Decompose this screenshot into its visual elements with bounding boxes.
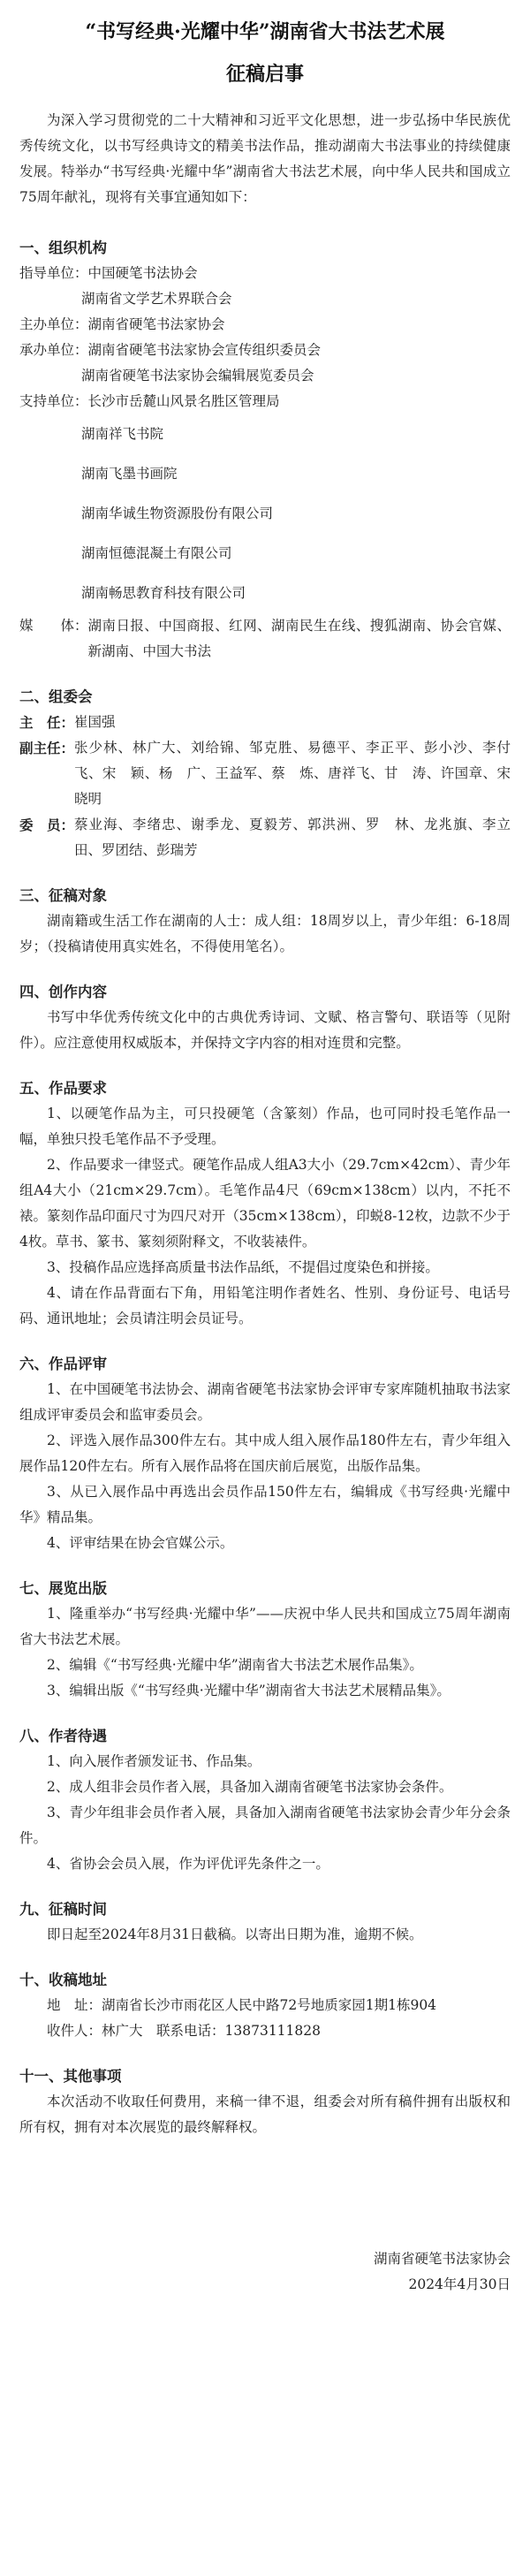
benefit-item: 3、青少年组非会员作者入展，具备加入湖南省硬笔书法家协会青少年分会条件。 [19, 1805, 511, 1846]
section-9-text: 即日起至2024年8月31日截稿。以寄出日期为准，逾期不候。 [47, 1926, 423, 1942]
section-9-title: 九、征稿时间 [19, 1901, 107, 1918]
review-item: 4、评审结果在协会官媒公示。 [47, 1535, 234, 1551]
review-item: 3、从已入展作品中再选出会员作品150件左右，编辑成《书写经典·光耀中华》精品集。 [19, 1484, 511, 1525]
address-row [19, 1993, 511, 2018]
members: 蔡业海、李绪忠、谢季龙、夏毅芳、郭洪洲、罗 林、龙兆旗、李立田、罗团结、彭瑞芳 [74, 817, 511, 858]
review-item: 2、评选入展作品300件左右。其中成人组入展作品180件左右，青少年组入展作品120件左右。所有入展作品将在国庆前后展览，出版作品集。 [19, 1432, 511, 1474]
benefit-item: 4、省协会会员入展，作为评优评先条件之一。 [47, 1856, 329, 1872]
guiding-unit-1: 中国硬笔书法协会 [87, 265, 198, 281]
recipient-row [19, 2018, 511, 2044]
support-1: 长沙市岳麓山风景名胜区管理局 [87, 393, 280, 409]
member-row [19, 812, 511, 863]
exhibition-item: 2、编辑《“书写经典·光耀中华”湖南省大书法艺术展作品集》。 [47, 1657, 423, 1673]
support-2: 湖南祥飞书院 [81, 426, 164, 442]
guiding-unit-label: 指导单位： [19, 265, 88, 281]
section-10-title: 十、收稿地址 [19, 1972, 107, 1988]
member-label: 委 员： [19, 817, 75, 833]
signature-date: 2024年4月30日 [408, 2276, 511, 2292]
section-2-title: 二、组委会 [19, 688, 93, 705]
guiding-unit-2: 湖南省文学艺术界联合会 [81, 291, 232, 307]
director-label: 主 任： [19, 714, 75, 731]
benefit-item: 1、向入展作者颁发证书、作品集。 [47, 1753, 261, 1769]
support-5: 湖南恒德混凝土有限公司 [81, 545, 232, 561]
requirement-item: 2、作品要求一律竖式。硬笔作品成人组A3大小（29.7cm×42cm）、青少年组A4大小（21cm×29.7cm）。毛笔作品4尺（69cm×138cm）以内，不托不裱。篆刻作品印面尺寸为四尺对开（35cm×138cm），印蜕8-12枚，边款不少于4枚。草书、篆书、篆刻须附释文，不收装裱件。 [19, 1157, 511, 1250]
guiding-unit-row [19, 261, 511, 286]
vice-director-row [19, 735, 511, 812]
review-item: 1、在中国硬笔书法协会、湖南省硬笔书法家协会评审专家库随机抽取书法家组成评审委员会和监审委员会。 [19, 1381, 511, 1423]
media-label: 媒 体： [19, 618, 88, 634]
page-subtitle: 征稿启事 [225, 63, 304, 86]
signature-organization: 湖南省硬笔书法家协会 [373, 2251, 511, 2267]
director-row [19, 710, 511, 735]
section-7-title: 七、展览出版 [19, 1580, 107, 1597]
recipient-label: 收件人： [47, 2023, 102, 2039]
organizer-row [19, 338, 511, 363]
vice-director-label: 副主任： [19, 740, 75, 756]
support-3: 湖南飞墨书画院 [81, 466, 178, 482]
section-1-title: 一、组织机构 [19, 239, 107, 256]
host-unit-label: 主办单位： [19, 316, 88, 332]
address-label: 地 址： [47, 1997, 102, 2013]
section-8-title: 八、作者待遇 [19, 1728, 107, 1744]
organizer-2: 湖南省硬笔书法家协会编辑展览委员会 [81, 368, 314, 384]
media-list: 湖南日报、中国商报、红网、湖南民生在线、搜狐湖南、协会官媒、新湖南、中国大书法 [87, 618, 511, 659]
vice-directors: 张少林、林广大、刘给锦、邹克胜、易德平、李正平、彭小沙、李付飞、宋 颖、杨 广、王益军、蔡 炼、唐祥飞、甘 涛、许国章、宋晓明 [74, 740, 511, 807]
section-5-title: 五、作品要求 [19, 1080, 107, 1097]
section-4-text: 书写中华优秀传统文化中的古典优秀诗词、文赋、格言警句、联语等（见附件）。应注意使用权威版本，并保持文字内容的相对连贯和完整。 [19, 1009, 511, 1051]
requirement-item: 3、投稿作品应选择高质量书法作品纸，不提倡过度染色和拼接。 [47, 1259, 439, 1275]
notice-page [0, 11, 530, 2576]
section-11-title: 十一、其他事项 [19, 2068, 122, 2085]
requirement-item: 4、请在作品背面右下角，用铅笔注明作者姓名、性别、身份证号、电话号码、通讯地址；会员请注明会员证号。 [19, 1285, 511, 1326]
recipient: 林广大 联系电话：13873111828 [102, 2023, 321, 2039]
host-unit-row [19, 312, 511, 338]
support-row [19, 389, 511, 414]
exhibition-item: 1、隆重举办“书写经典·光耀中华”——庆祝中华人民共和国成立75周年湖南省大书法艺术展。 [19, 1606, 511, 1647]
organizer-label: 承办单位： [19, 342, 88, 358]
section-6-title: 六、作品评审 [19, 1356, 107, 1372]
section-11-text: 本次活动不收取任何费用，来稿一律不退，组委会对所有稿件拥有出版权和所有权，拥有对本次展览的最终解释权。 [19, 2093, 511, 2135]
support-6: 湖南畅思教育科技有限公司 [81, 585, 246, 601]
section-3-text: 湖南籍或生活工作在湖南的人士：成人组：18周岁以上，青少年组：6-18周岁；（投稿请使用真实姓名，不得使用笔名）。 [19, 913, 511, 954]
host-unit: 湖南省硬笔书法家协会 [87, 316, 225, 332]
section-3-title: 三、征稿对象 [19, 887, 107, 904]
section-4-title: 四、创作内容 [19, 984, 107, 1000]
address: 湖南省长沙市雨花区人民中路72号地质家园1期1栋904 [102, 1997, 437, 2013]
support-4: 湖南华诚生物资源股份有限公司 [81, 505, 274, 521]
intro-paragraph: 为深入学习贯彻党的二十大精神和习近平文化思想，进一步弘扬中华民族优秀传统文化，以书写经典诗文的精美书法作品，推动湖南大书法事业的持续健康发展。特举办“书写经典·光耀中华”湖南省大书法艺术展，向中华人民共和国成立75周年献礼，现将有关事宜通知如下： [19, 112, 511, 205]
requirement-item: 1、以硬笔作品为主，可只投硬笔（含篆刻）作品，也可同时投毛笔作品一幅，单独只投毛笔作品不予受理。 [19, 1106, 511, 1147]
exhibition-item: 3、编辑出版《“书写经典·光耀中华”湖南省大书法艺术展精品集》。 [47, 1683, 450, 1698]
support-label: 支持单位： [19, 393, 88, 409]
benefit-item: 2、成人组非会员作者入展，具备加入湖南省硬笔书法家协会条件。 [47, 1779, 453, 1795]
director: 崔国强 [74, 714, 116, 730]
organizer-1: 湖南省硬笔书法家协会宣传组织委员会 [87, 342, 322, 358]
media-row [19, 613, 511, 665]
page-title: “书写经典·光耀中华”湖南省大书法艺术展 [85, 20, 445, 43]
